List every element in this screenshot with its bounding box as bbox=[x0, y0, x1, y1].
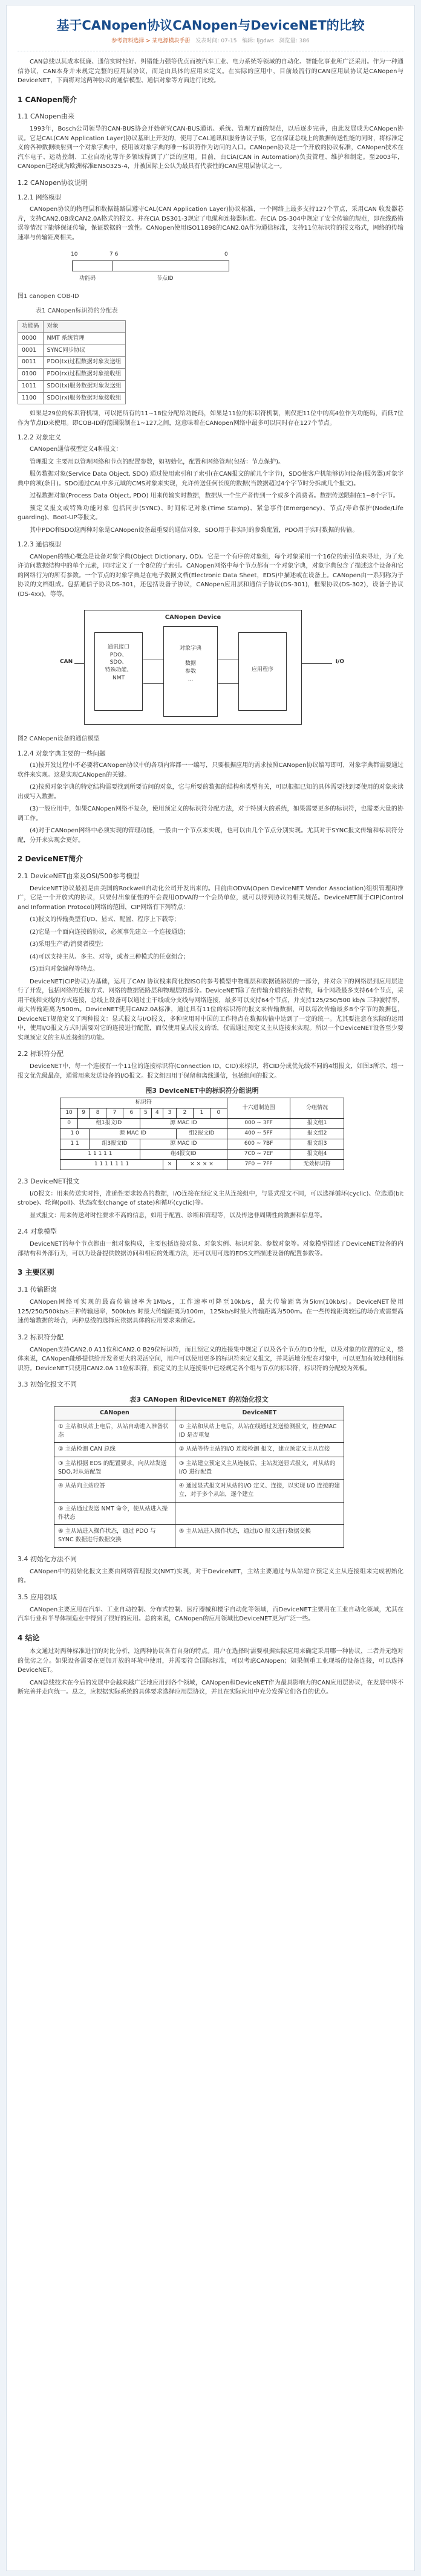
table-cell: ⑤ 主从站进入操作状态，通过I/O 报文进行数据交换 bbox=[175, 1525, 344, 1548]
table-cell: ③ 主站根据 EDS 的配置要求，向从站发送 SDO,对从站配置 bbox=[54, 1457, 175, 1480]
table-row bbox=[60, 1159, 344, 1170]
subsection-heading: 1.1 CANopen由来 bbox=[18, 112, 74, 121]
paragraph: (3)一般应用中，如果CANopen网络不复杂，使用预定义的标识符分配方法，对于特别大的系统，如果需要更多的标识符，也需要大量的协调工作。 bbox=[18, 806, 403, 822]
paragraph: 服务数据对象(Service Data Object, SDO) 通过使用索引和子索引(在CAN报文的前几个字节)，SDO使客户机能够访问设备(服务器)对象字典中的项(条目)。SDO通过CAL中多元域的CMS对象来实现，允许传送任何长度的数据(当数据超过4个字节时分拆成几个报文)。 bbox=[18, 471, 403, 487]
table-cell: 000 ~ 3FF bbox=[227, 1119, 290, 1129]
table-cell: 报文组2 bbox=[290, 1129, 344, 1139]
table-cell: 组2报文ID bbox=[177, 1129, 227, 1139]
table-cell: 报文组3 bbox=[290, 1139, 344, 1150]
subsection-heading: 2.1 DeviceNET由来及OSI/500参考模型 bbox=[18, 872, 140, 880]
cob-id-field-box bbox=[72, 261, 229, 271]
table-header: 十六进制范围 bbox=[227, 1098, 290, 1119]
comm-interface-box: 通讯接口 PDO、 SDO、 特殊功能、 NMT bbox=[94, 632, 143, 711]
table-cell: × bbox=[163, 1159, 176, 1170]
paragraph: DeviceNET中，每一个连接有一个11位的连接标识符(Connection ID，CID)来标识，将CID分成优先级不同的4组报文，如图3所示，组一报文优先级最高，通常用来发送设备的I/O报文。报文组四用于保留和离线通信，包括组间的报文。 bbox=[18, 1063, 403, 1079]
views-value: 386 bbox=[299, 38, 310, 45]
table-cell: 源 MAC ID bbox=[90, 1129, 177, 1139]
paragraph: CANopen中的初始化报文主要由网络管理报文(NMT)实现，对于DeviceNET，主站主要通过与从站建立预定义主从连接组来完成初始化的。 bbox=[18, 1568, 403, 1585]
article-title: 基于CANopen协议CANopen与DeviceNET的比较 bbox=[56, 18, 365, 33]
subsection-heading: 2.4 对象模型 bbox=[18, 1228, 57, 1236]
arrow-line bbox=[74, 663, 84, 664]
paragraph: CANopen主要应用在汽车、工业自动控制、分布式控制、医疗器械和楼宇自动化等领域，而DeviceNET主要用在工业自动化领域，尤其在汽车行业和半导体制造业中得到了很好的应用。总的来说，CANopen的应用领域比DeviceNET更为广泛一些。 bbox=[18, 1606, 403, 1623]
table-cell: PDO(rx)过程数据对象接收组 bbox=[43, 369, 125, 381]
table-cell: 组1报文ID bbox=[78, 1119, 140, 1129]
bit-header: 3 bbox=[163, 1108, 176, 1119]
table-cell: 组3报文ID bbox=[90, 1139, 140, 1150]
list-item: (4)可以支持主从、多主、对等，或者三种模式的任意组合； bbox=[30, 953, 190, 960]
device-frame bbox=[84, 610, 302, 725]
paragraph: 预定义报文或特殊功能对象 包括同步(SYNC)、时间标记对象(Time Stamp)、紧急事件(Emergency)、节点/寿命保护(Node/Life guarding)、Boot-UP等报文。 bbox=[18, 505, 403, 522]
subsection-heading: 3.1 传输距离 bbox=[18, 1286, 57, 1293]
bit-label: 7 6 bbox=[109, 251, 119, 258]
article-meta: 参考资料选择 > 某电源模块手册 发表时间: 07-15 编辑: ljgdws 浏览量: 386 bbox=[111, 38, 310, 45]
table-cell: 0100 bbox=[18, 369, 44, 381]
date-label: 发表时间 bbox=[195, 38, 218, 45]
article-tag-link[interactable]: 参考资料选择 > 某电源模块手册 bbox=[111, 38, 191, 45]
table-row bbox=[18, 392, 126, 404]
table-cell: 组4报文ID bbox=[140, 1149, 227, 1159]
table-cell: 1 1 1 1 1 1 1 bbox=[60, 1159, 163, 1170]
paragraph: CANopen通信模型定义4种报文： bbox=[30, 446, 122, 453]
paragraph: 1993年，Bosch公司领导的CAN-BUS协会开始研究CAN-BUS通讯、系统、管理方面的规范，以后逐步完善，由此发展成为CANopen协议。它是CAL(CAN Application Layer)协议基础上开发的，使用了CAL通讯和服务协议子集，它在保证总线上的数据传送性能的同时，将标准定义的各种数据映射到一个对象字典中，使用该对象字典的唯一标识符作为访问的入口。CANopen协议是一个开放的协议标准，CANopen技术在汽车电子、运动控制、工业自动化等许多领域得到了广泛的应用。目前，由CiA(CAN in Automation)负责管理、维护和制定。至2003年，CANopen已经成为欧洲标准EN50325-4，并被国际上公认为最具有代表性的CAN应用层协议之一。 bbox=[18, 126, 404, 170]
table-cell bbox=[175, 1502, 344, 1525]
io-label: I/O bbox=[335, 659, 344, 665]
canopen-device-model-diagram bbox=[60, 605, 344, 732]
devicenet-id-table bbox=[60, 1098, 344, 1170]
table-row bbox=[60, 1139, 344, 1150]
table-header: 分组情况 bbox=[290, 1098, 344, 1119]
list-item: (2)它是一个面向连接的协议，必须事先建立一个连接通道； bbox=[30, 928, 190, 936]
bit-header: 6 bbox=[123, 1108, 140, 1119]
subsection-heading: 2.3 DeviceNET报文 bbox=[18, 1177, 80, 1185]
table-cell: ① 主站和从站上电后，从站自动进入准备状态 bbox=[54, 1420, 175, 1443]
table-row bbox=[60, 1119, 344, 1129]
table-caption: 表3 CANopen 和DeviceNET 的初始化报文 bbox=[129, 1396, 269, 1404]
list-item: (3)采用生产者/消费者模型； bbox=[30, 941, 107, 948]
function-code-cell bbox=[73, 261, 113, 271]
table-cell: SYNC同步协议 bbox=[43, 345, 125, 357]
list-item: (5)面向对象编程等特点。 bbox=[30, 966, 99, 973]
table-cell: NMT 系统管理 bbox=[43, 332, 125, 345]
node-id-cell bbox=[113, 261, 229, 271]
subsection-heading: 1.2 CANopen协议说明 bbox=[18, 178, 88, 187]
table-row bbox=[18, 357, 126, 369]
figure-caption: 图2 CANopen设备的通信模型 bbox=[18, 736, 100, 743]
bit-label: 10 bbox=[71, 251, 78, 258]
table-cell: PDO(tx)过程数据对象发送组 bbox=[43, 357, 125, 369]
paragraph: DeviceNET协议最初是由美国的Rockwell自动化公司开发出来的。目前由ODVA(Open DeviceNET Vendor Association)组织管理和推广，它是一个开放式的协议，只要付出象征性的年会费用ODVA的一个会员单位，就可以得到协议的相关规范。DeviceNET属于CIP(Control and Information Protocol)网络的范围，CIP网络有下列特点： bbox=[18, 885, 403, 911]
table-cell: ③ 主站建立预定义主从连接后，主站发送显式报文，对从站的I/O 进行配置 bbox=[175, 1457, 344, 1480]
table-caption: 表1 CANopen标识符的分配表 bbox=[36, 307, 118, 314]
subsubsection-heading: 1.2.3 通信模型 bbox=[18, 541, 62, 549]
cob-id-figure bbox=[66, 247, 247, 290]
arrow-line bbox=[302, 663, 332, 664]
table-row bbox=[18, 369, 126, 381]
section-heading: 1 CANopen简介 bbox=[18, 95, 77, 104]
paragraph: 如果是29位的标识符机制，可以把所有的11~18位分配给功能码，如果是11位的标识符机制，则仅把11位中的高4位作为功能码，而低7位作为节点ID来使用。即COB-ID的范围限制在1~127之间，这意味着在CANopen网络中最多可以同时存在127个节点。 bbox=[18, 410, 403, 427]
table-header: CANopen bbox=[54, 1407, 175, 1420]
figure-caption: 图1 canopen COB-ID bbox=[18, 293, 79, 300]
table-cell: 1011 bbox=[18, 380, 44, 392]
bit-header: 8 bbox=[90, 1108, 106, 1119]
author-value[interactable]: ljgdws bbox=[256, 38, 274, 45]
table-row bbox=[60, 1149, 344, 1159]
node-id-label: 节点ID bbox=[157, 276, 174, 282]
table-cell: ④ 通过显式报文对从站的I/O 定义、连接，以实现 I/O 连接的建立，对于多个从站，逐个建立 bbox=[175, 1480, 344, 1503]
table-row bbox=[54, 1480, 344, 1503]
paragraph: 其中PDO和SDO这两种对象是CANopen设备最重要的通信对象，SDO用于非实时的参数配置，PDO用于实时数据的传输。 bbox=[30, 526, 359, 534]
bit-header: 1 bbox=[193, 1108, 210, 1119]
table-cell: 0 bbox=[60, 1119, 78, 1129]
table-row bbox=[60, 1129, 344, 1139]
table-cell: 0011 bbox=[18, 357, 44, 369]
table-cell: 源 MAC ID bbox=[140, 1119, 227, 1129]
table-cell: 7C0 ~ 7EF bbox=[227, 1149, 290, 1159]
table-cell: 0001 bbox=[18, 345, 44, 357]
subsubsection-heading: 1.2.2 对象定义 bbox=[18, 434, 62, 442]
bit-header: 9 bbox=[78, 1108, 90, 1119]
bit-label: 0 bbox=[224, 251, 228, 258]
table-cell: SDO(rx)服务数据对象接收组 bbox=[43, 392, 125, 404]
bit-header: 0 bbox=[210, 1108, 227, 1119]
bit-header: 4 bbox=[151, 1108, 163, 1119]
table-row bbox=[54, 1420, 344, 1443]
table-cell: 400 ~ 5FF bbox=[227, 1129, 290, 1139]
identifier-table bbox=[18, 320, 126, 404]
paragraph: CANopen网络可实现的最高传输速率为1Mb/s，工作速率可降至10kb/s，最大传输距离为5km(10kb/s)。DeviceNET使用125/250/500kb/s三种传输速率，500kb/s 时最大传输距离为100m，125kb/s时最大传输距离为500m。在一些传输距离较远的场合或需要高速传输数据的场合，两种总线的选择应依据具体的应用要求来确定。 bbox=[18, 1299, 403, 1325]
subsection-heading: 3.2 标识符分配 bbox=[18, 1333, 64, 1341]
table-cell: × × × × bbox=[177, 1159, 227, 1170]
table-cell: 无效标识符 bbox=[290, 1159, 344, 1170]
paragraph: CAN总线技术在今后的发展中会越来越广泛地应用到各个领域，CANopen和DeviceNET作为最具影响力的CAN应用层协议，在发展中将不断完善并走向统一。总之，应根据实际系统的具体要求选择应用层协议，并且在实际应用中充分发挥它们各自的优点。 bbox=[18, 1679, 403, 1696]
subsection-heading: 2.2 标识符分配 bbox=[18, 1050, 64, 1058]
table-cell: 报文组4 bbox=[290, 1149, 344, 1159]
table-cell: ② 从站等待主站的I/O 连接检测 报文，建立预定义主从连接 bbox=[175, 1443, 344, 1457]
can-label: CAN bbox=[60, 659, 73, 665]
paragraph: CANopen协议的物理层和数据链路层遵守CAL(CAN Application Layer)协议标准，一个网络上最多支持127个节点，采用CAN 收发器芯片，支持CAN2.0B或CAN2.0A格式的报文。并在CiA DS301-3规定了电缆和连接器标准。在CiA DS-304中规定了安全传输的规范，即在线路错误等情况下能够保证传输，保证数据的一致性。CANopen使用ISO11898的CAN2.0A作为通信标准，支持11位标识符的报文格式，网络的传输速率与传输距离相关。 bbox=[18, 206, 403, 241]
paragraph: 过程数据对象(Process Data Object, PDO) 用来传输实时数据，数据从一个生产者传到一个或多个消费者。数据传送限制在1~8个字节。 bbox=[30, 493, 399, 500]
paragraph: I/O报文：用来传送实时性，准确性要求较高的数据，I/O连接在预定义主从连接组中，与显式报文不同，可以选择循环(cyclic)、位选通(bit strobe)、轮询(poll)、状态改变(change of state)和循环(cyclic)等。 bbox=[18, 1190, 403, 1207]
table-cell: 600 ~ 7BF bbox=[227, 1139, 290, 1150]
arrow-line bbox=[218, 683, 238, 684]
article-page bbox=[6, 5, 415, 2571]
paragraph: (2)按照对象字典的特定结构需要找到所要访问的对象，它与所要的数据的结构和类型有关，可以根据已知的具体需要找到要使用的对象来读出或写入数据。 bbox=[18, 784, 403, 800]
table-header: 对象 bbox=[43, 321, 125, 333]
subsection-heading: 3.3 初始化报文不同 bbox=[18, 1380, 77, 1389]
table-row bbox=[54, 1502, 344, 1525]
bit-header: 5 bbox=[140, 1108, 151, 1119]
date-value: 07-15 bbox=[221, 38, 237, 45]
function-code-label: 功能码 bbox=[79, 276, 96, 282]
table-row bbox=[18, 345, 126, 357]
paragraph: 管理报文 主要用以管理网络和节点的配置参数，如初始化，配置和网络管理(包括：节点保护)。 bbox=[30, 458, 284, 465]
paragraph: CANopen支持CAN2.0 A11位和CAN2.0 B29位标识符，而且预定义的连接集中规定了以及各个节点的ID分配，以及对象的位置的定义，整体来说，CANopen能够提供给开发者更大的灵活空间，用户可以使用更多的标识符来定义报文，并灵活地分配在对象中，可以更加有效地利用标识符。DeviceNET只使用CAN2.0A 11位标识符，预定义的主从连接集中已经规定各个组与节点的标识符，标识符的分配较为死板。 bbox=[18, 1346, 403, 1372]
figure-caption: 图3 DeviceNET中的标识符分组说明 bbox=[145, 1087, 259, 1095]
author-label: 编辑 bbox=[242, 38, 253, 45]
table-header: 标识符 bbox=[60, 1098, 227, 1108]
bit-header: 7 bbox=[106, 1108, 123, 1119]
subsubsection-heading: 1.2.1 网络模型 bbox=[18, 193, 62, 201]
paragraph: (4)对于CANopen网络中必须实现的管理功能，一般由一个节点来实现，也可以由几个节点分别实现。尤其对于SYNC报文传输和标识符分配，分开来实现会更好。 bbox=[18, 827, 403, 844]
bit-header: 2 bbox=[177, 1108, 194, 1119]
paragraph: 本文通过对两种标准进行的对比分析，这两种协议各有自身的特点。用户在选择时需要根据实际应用来确定采用哪一种协议，二者并无绝对的优劣之分。如果设备需要在更加开放的环境中使用，并需要符合国际标准，可以考虑CANopen；如果侧重工业现场的设备连接，可以选择DeviceNET。 bbox=[18, 1648, 403, 1674]
table-row bbox=[54, 1525, 344, 1548]
table-cell: ① 主站和从站上电后，从站在线通过发送检测报文，检查MAC ID 是否重复 bbox=[175, 1420, 344, 1443]
init-message-table bbox=[54, 1406, 344, 1547]
section-heading: 4 结论 bbox=[18, 1633, 40, 1642]
table-cell: 0000 bbox=[18, 332, 44, 345]
application-box: 应用程序 bbox=[238, 632, 287, 711]
table-cell: 1 1 bbox=[60, 1139, 90, 1150]
table-header: 功能码 bbox=[18, 321, 44, 333]
subsection-heading: 3.4 初始化方法不同 bbox=[18, 1555, 77, 1563]
paragraph: DeviceNET的每个节点都由一组对象构成，主要包括连接对象、对象实例、标识对象、参数对象等。对象模型描述了DeviceNET设备的内部结构和外部行为，可以为设备提供数据访问和相应的处理方法，还可以用可选的EDS文档描述设备的配置参数等。 bbox=[18, 1241, 403, 1257]
devicenet-id-figure bbox=[60, 1086, 344, 1170]
table-cell: 1 0 bbox=[60, 1129, 90, 1139]
table-row bbox=[54, 1457, 344, 1480]
table-cell: 报文组1 bbox=[290, 1119, 344, 1129]
paragraph: DeviceNET(CIP协议)为基础，运用了CAN 协议栈来简化按ISO的参考模型中物理层和数据链路层的一部分，并对余下的网络层到应用层进行了开发，包括网络的连接方式、网络的数据链路层和物理层的部分。DeviceNET除了在传输介质的拓扑结构，每个网段最多支持64个节点，采用干线和支线的方式连接，总线上设备可以通过主干线或分支线与网络连接，最多可以支持64个节点，并支持125/250/500 kb/s 三种波特率，最大传输距离为500m。DeviceNET使用CAN2.0A标准，通过具有11位的标识符的报文来传输数据，可以每次传输最多8个字节的数据包，DeviceNET规范定义了两种报文：显式报文与I/O报文，多种应用时中国的工作特点在数据传输中达到了一定的统一。尤其要注意在实际的运用中，使用I/O报文方式时需要对它的连接进行配置，而仅使用显式报文的话，仅需通过预定义主从连接来实现。所以一个DeviceNET设备至少要实现预定义的主从连接组的功能。 bbox=[18, 978, 403, 1041]
table-cell: 1100 bbox=[18, 392, 44, 404]
table-cell: ⑥ 主从站进入操作状态，通过 PDO 与 SYNC 数据进行数据交换 bbox=[54, 1525, 175, 1548]
init-message-figure bbox=[54, 1394, 344, 1548]
table-cell: ④ 从站向主站应答 bbox=[54, 1480, 175, 1503]
object-dictionary-box: 对象字典 数据 参数 ... bbox=[163, 626, 218, 717]
table-cell: ② 主站检测 CAN 总线 bbox=[54, 1443, 175, 1457]
paragraph: 显式报文：用来传送对时性要求不高的信息，如用于配置、诊断和管理等，以及传送非周期性的数据和信息等。 bbox=[30, 1212, 326, 1219]
table-cell: SDO(tx)服务数据对象发送组 bbox=[43, 380, 125, 392]
table-row bbox=[54, 1443, 344, 1457]
intro-paragraph: CAN总线以其成本低廉、通信实时性好、纠错能力强等优点而被汽车工业、电力系统等领域的自动化、智能化事业所广泛采用。作为一种通信协议，CAN本身并未规定完整的应用层协议，而是由具体的应用来定义。在实际的应用中，目前最流行的CAN应用层协议是CANopen与DeviceNET，下面将对这两种协议的通信模型、通信对象等方面进行比较。 bbox=[18, 59, 403, 85]
table-row bbox=[18, 332, 126, 345]
section-heading: 2 DeviceNET简介 bbox=[18, 855, 83, 864]
section-heading: 3 主要区别 bbox=[18, 1268, 54, 1277]
table-row bbox=[18, 380, 126, 392]
table-cell: 1 1 1 1 1 bbox=[60, 1149, 140, 1159]
bit-header: 10 bbox=[60, 1108, 78, 1119]
views-label: 浏览量 bbox=[279, 38, 296, 45]
table-cell: 7F0 ~ 7FF bbox=[227, 1159, 290, 1170]
table-header: DeviceNET bbox=[175, 1407, 344, 1420]
table-cell: 源 MAC ID bbox=[140, 1139, 227, 1150]
device-title: CANopen Device bbox=[165, 614, 221, 621]
subsubsection-heading: 1.2.4 对象字典主要的一些问题 bbox=[18, 749, 106, 757]
subsection-heading: 3.5 应用领域 bbox=[18, 1593, 57, 1601]
list-item: (1)报文的传输类型有I/O、显式、配置、程序上下载等； bbox=[30, 916, 180, 924]
table-cell: ⑤ 主站通过发送 NMT 命令，使从站进入操作状态 bbox=[54, 1502, 175, 1525]
paragraph: CANopen的核心概念是设备对象字典(Object Dictionary, OD)。它是一个有序的对象组，每个对象采用一个16位的索引值来寻址，为了允许访问数据结构中的单个元素，同时定义了一个8位的子索引。CANopen网络中每个节点都有一个对象字典，对象字典包含了描述这个设备和它的网络行为的所有参数。一个节点的对象字典是在电子数据文档(Electronic Data Sheet，EDS)中描述或在设备上。CANopen由一系列称为子协议的文档组成。包括通信子协议DS-301，还包括设备子协议，CANopen应用层和通信子协议(DS-301)，框架协议(DS-302)，设备子协议(DS-4xx)，等等。 bbox=[18, 553, 403, 598]
paragraph: (1)按开发过程中不必要将CANopen协议中的各项内容都一一编写，只要根据应用的需求按照CANopen协议编写即可，对象字典都需要通过软件来实现。这是实现CANopen的关键。 bbox=[18, 762, 403, 778]
arrow-line bbox=[143, 683, 163, 684]
